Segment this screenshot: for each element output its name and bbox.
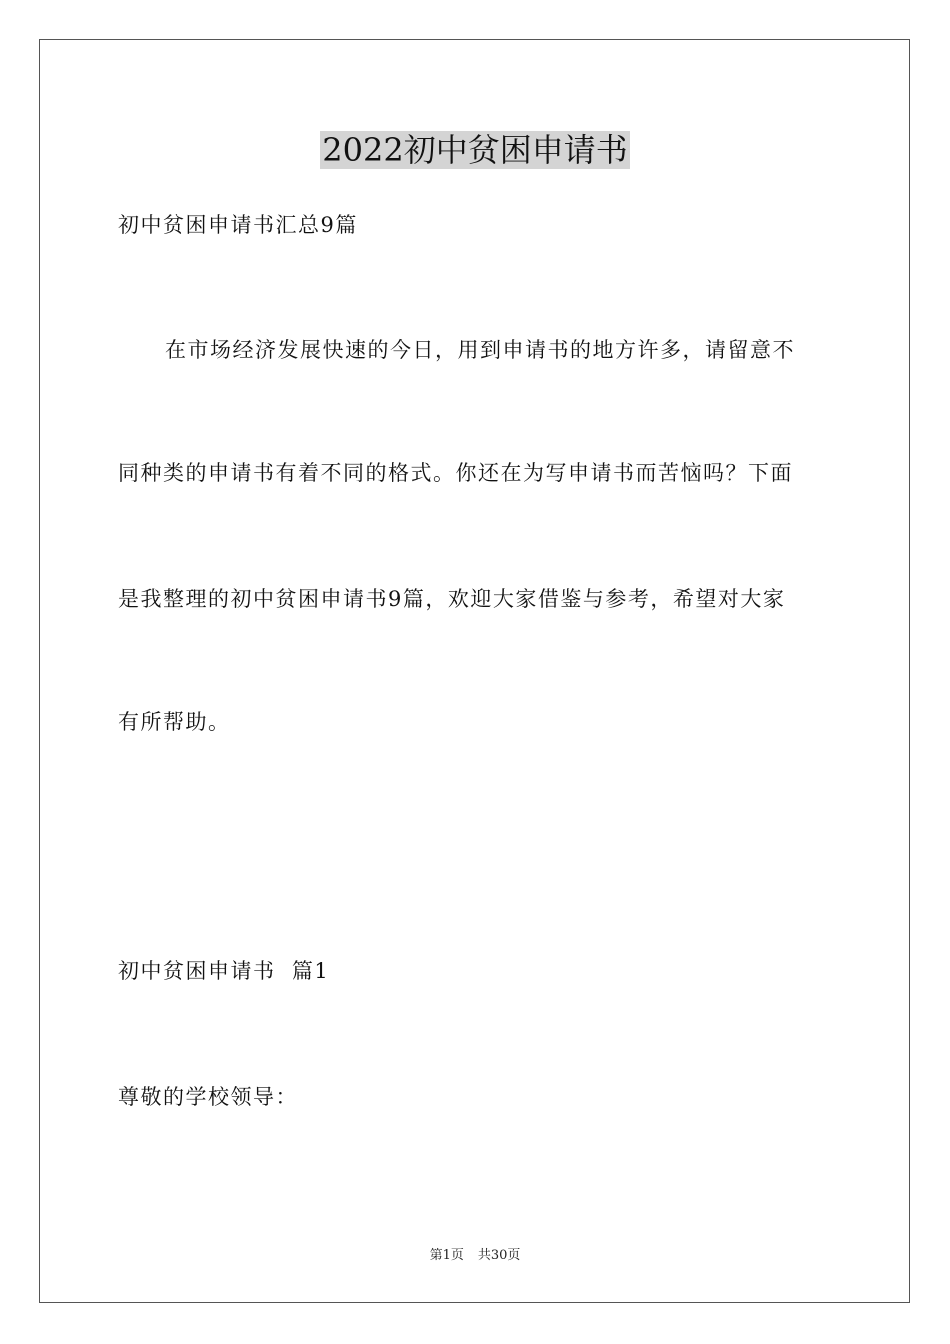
document-title bbox=[0, 128, 950, 172]
salutation: 尊敬的学校领导： bbox=[118, 1085, 298, 1109]
intro-paragraph-line-4: 有所帮助。 bbox=[118, 710, 231, 734]
intro-paragraph-line-1: 在市场经济发展快速的今日，用到申请书的地方许多，请留意不 bbox=[165, 338, 795, 362]
section-heading: 初中贫困申请书 篇1 bbox=[118, 959, 330, 983]
page-number: 第1页 bbox=[429, 1248, 464, 1263]
intro-paragraph-line-2: 同种类的申请书有着不同的格式。你还在为写申请书而苦恼吗？下面 bbox=[118, 461, 793, 485]
document-subtitle: 初中贫困申请书汇总9篇 bbox=[118, 213, 358, 237]
intro-paragraph-line-3: 是我整理的初中贫困申请书9篇，欢迎大家借鉴与参考，希望对大家 bbox=[118, 587, 786, 611]
document-title-text: 2022初中贫困申请书 bbox=[322, 131, 628, 169]
page-footer bbox=[0, 1247, 950, 1265]
page-total: 共30页 bbox=[477, 1248, 521, 1263]
